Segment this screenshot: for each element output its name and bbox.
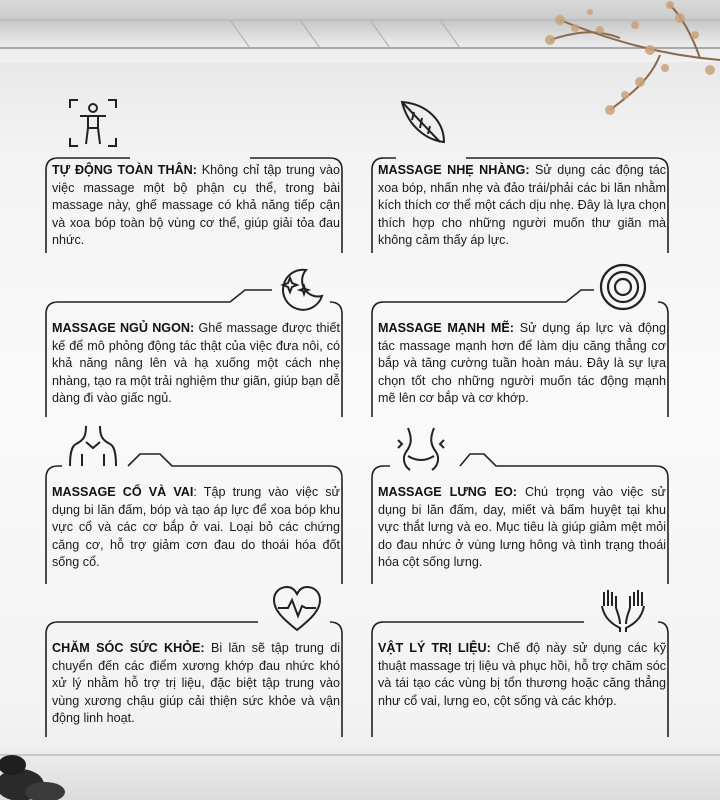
card-body: Chú trọng vào việc sử dụng bi lăn đấm, day, miết và bấm huyệt tại khu vực thắt lưng và eo. Mục tiêu là giúp giảm mệt mỏi do đau nhức ở vùng lưng hông và tình trạng thoái hóa cột sống lưng. [378,485,666,569]
floor-background [0,740,720,800]
card-health [40,582,350,742]
card-text [378,162,666,250]
card-title: CHĂM SÓC SỨC KHỎE: [52,641,205,655]
card-text [52,640,340,728]
card-title: MASSAGE NHẸ NHÀNG: [378,163,530,177]
card-title: TỰ ĐỘNG TOÀN THÂN: [52,163,197,177]
card-body: Bi lăn sẽ tập trung di chuyển đến các điểm xương khớp đau nhức khó xử lý nhằm hỗ trợ trị liệu, đặc biệt tập trung vào vùng xương chậu giúp cải thiện sức khỏe và vận động linh hoạt. [52,641,340,725]
neck-shoulder-icon [68,422,118,472]
card-text [52,162,340,250]
card-full-body [40,98,350,258]
card-waist [366,422,676,590]
card-body: Sử dụng các động tác xoa bóp, nhấn nhẹ và đảo trái/phải các bi lăn nhằm kích thích cơ thể một cách dịu nhẹ. Đây là lựa chọn thích hợp cho những người muốn thư giãn mà không cảm thấy áp lực. [378,163,666,247]
card-body: Sử dụng áp lực và động tác massage mạnh hơn để làm dịu căng thẳng cơ bắp và tăng cường tuần hoàn máu. Đây là sự lựa chọn tốt cho những người muốn tác động mạnh mẽ lên cơ bắp và cơ khớp. [378,321,666,405]
card-text [52,484,340,572]
card-text [378,484,666,572]
card-title: VẬT LÝ TRỊ LIỆU: [378,641,491,655]
card-title: MASSAGE LƯNG EO: [378,485,517,499]
card-title: MASSAGE NGỦ NGON: [52,321,195,335]
card-body: : Tập trung vào việc sử dụng bi lăn đấm, bóp và tạo áp lực để xoa bóp khu vực cổ và các cơ bắp ở vai. Loại bỏ các chứng căng cơ, hỗ trợ giảm cơn đau do thoái hóa đốt sống cổ. [52,485,340,569]
card-sleep [40,262,350,422]
card-strong [366,262,676,422]
card-title: MASSAGE MẠNH MẼ: [378,321,514,335]
waist-icon [396,424,446,474]
card-neck-shoulder [40,422,350,590]
floor-edge [0,754,720,756]
concentric-circles-icon [598,262,648,312]
card-text [378,320,666,408]
heart-pulse-icon [272,584,322,634]
feather-icon [398,98,448,148]
card-physio [366,582,676,742]
hands-icon [598,584,648,634]
card-text [52,320,340,408]
card-body: Không chỉ tập trung vào việc massage một bộ phận cụ thể, trong bài massage này, ghế massage có khả năng tiếp cận và xoa bóp toàn bộ vùng cơ thể, giúp giải tỏa đau nhức. [52,163,340,247]
card-gentle [366,98,676,258]
card-title: MASSAGE CỔ VÀ VAI [52,485,194,499]
card-body: Ghế massage được thiết kế để mô phỏng động tác thật của việc đưa nôi, có khả năng nâng lên và hạ xuống một cách nhẹ nhàng, tạo ra một trải nghiệm thư giãn, giúp bạn dễ dàng đi vào giấc ngủ. [52,321,340,405]
card-body: Chế độ này sử dụng các kỹ thuật massage trị liệu và phục hồi, hỗ trợ chăm sóc và tái tạo các vùng bị tổn thương hoặc căng thẳng như cổ vai, lưng eo, cột sống và các khớp. [378,641,666,708]
card-text [378,640,666,710]
moon-stars-icon [276,264,326,314]
full-body-icon [68,98,118,148]
